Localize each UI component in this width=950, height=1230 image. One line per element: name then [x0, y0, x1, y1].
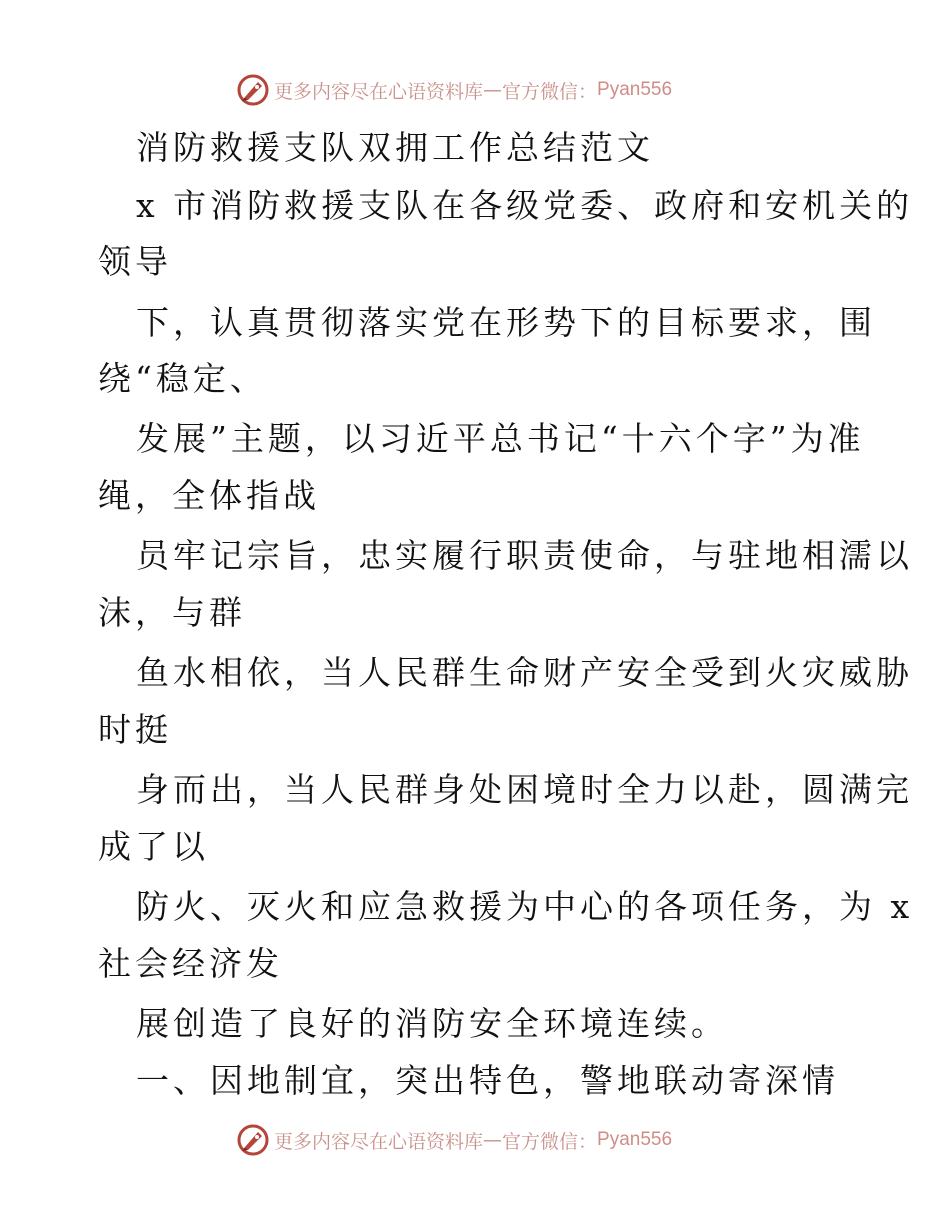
text-line: 鱼水相依，当人民群生命财产安全受到火灾威胁 [136, 653, 913, 692]
text-line: 发展”主题，以习近平总书记“十六个字”为准 [136, 419, 865, 458]
text-line: 成了以 [98, 827, 209, 866]
text-line: 沫，与群 [98, 593, 246, 632]
text-line: 领导 [98, 242, 172, 281]
watermark-banner-bottom [236, 1122, 672, 1158]
watermark-sub-text: 官方微信： [502, 1130, 598, 1153]
watermark-dash: — [483, 79, 503, 101]
section-heading: 一、因地制宜，突出特色，警地联动寄深情 [136, 1061, 839, 1100]
watermark-main-text: 更多内容尽在心语资料库 [274, 1130, 484, 1153]
text-line: 时挺 [98, 710, 172, 749]
watermark-wechat-id: Pyan556 [597, 79, 673, 100]
text-line: 社会经济发 [98, 944, 283, 983]
text-line: 绳，全体指战 [98, 476, 320, 515]
document-title: 消防救援支队双拥工作总结范文 [136, 128, 654, 167]
text-line: 防火、灭火和应急救援为中心的各项任务，为 x [136, 887, 914, 926]
text-line: 身而出，当人民群身处困境时全力以赴，圆满完 [136, 770, 913, 809]
text-line: 展创造了良好的消防安全环境连续。 [136, 1004, 728, 1043]
watermark-main-text: 更多内容尽在心语资料库 [274, 80, 484, 103]
watermark-dash: — [483, 1129, 503, 1151]
text-line: 员牢记宗旨，忠实履行职责使命，与驻地相濡以 [136, 536, 913, 575]
text-line: x 市消防救援支队在各级党委、政府和安机关的 [136, 186, 914, 225]
watermark-wechat-id: Pyan556 [597, 1129, 673, 1150]
pen-nib-logo-icon [236, 73, 270, 107]
text-line: 下，认真贯彻落实党在形势下的目标要求，围 [136, 303, 876, 342]
watermark-banner-top [236, 72, 672, 108]
watermark-sub-text: 官方微信： [502, 80, 598, 103]
pen-nib-logo-icon [236, 1123, 270, 1157]
text-line: 绕“稳定、 [98, 359, 267, 398]
